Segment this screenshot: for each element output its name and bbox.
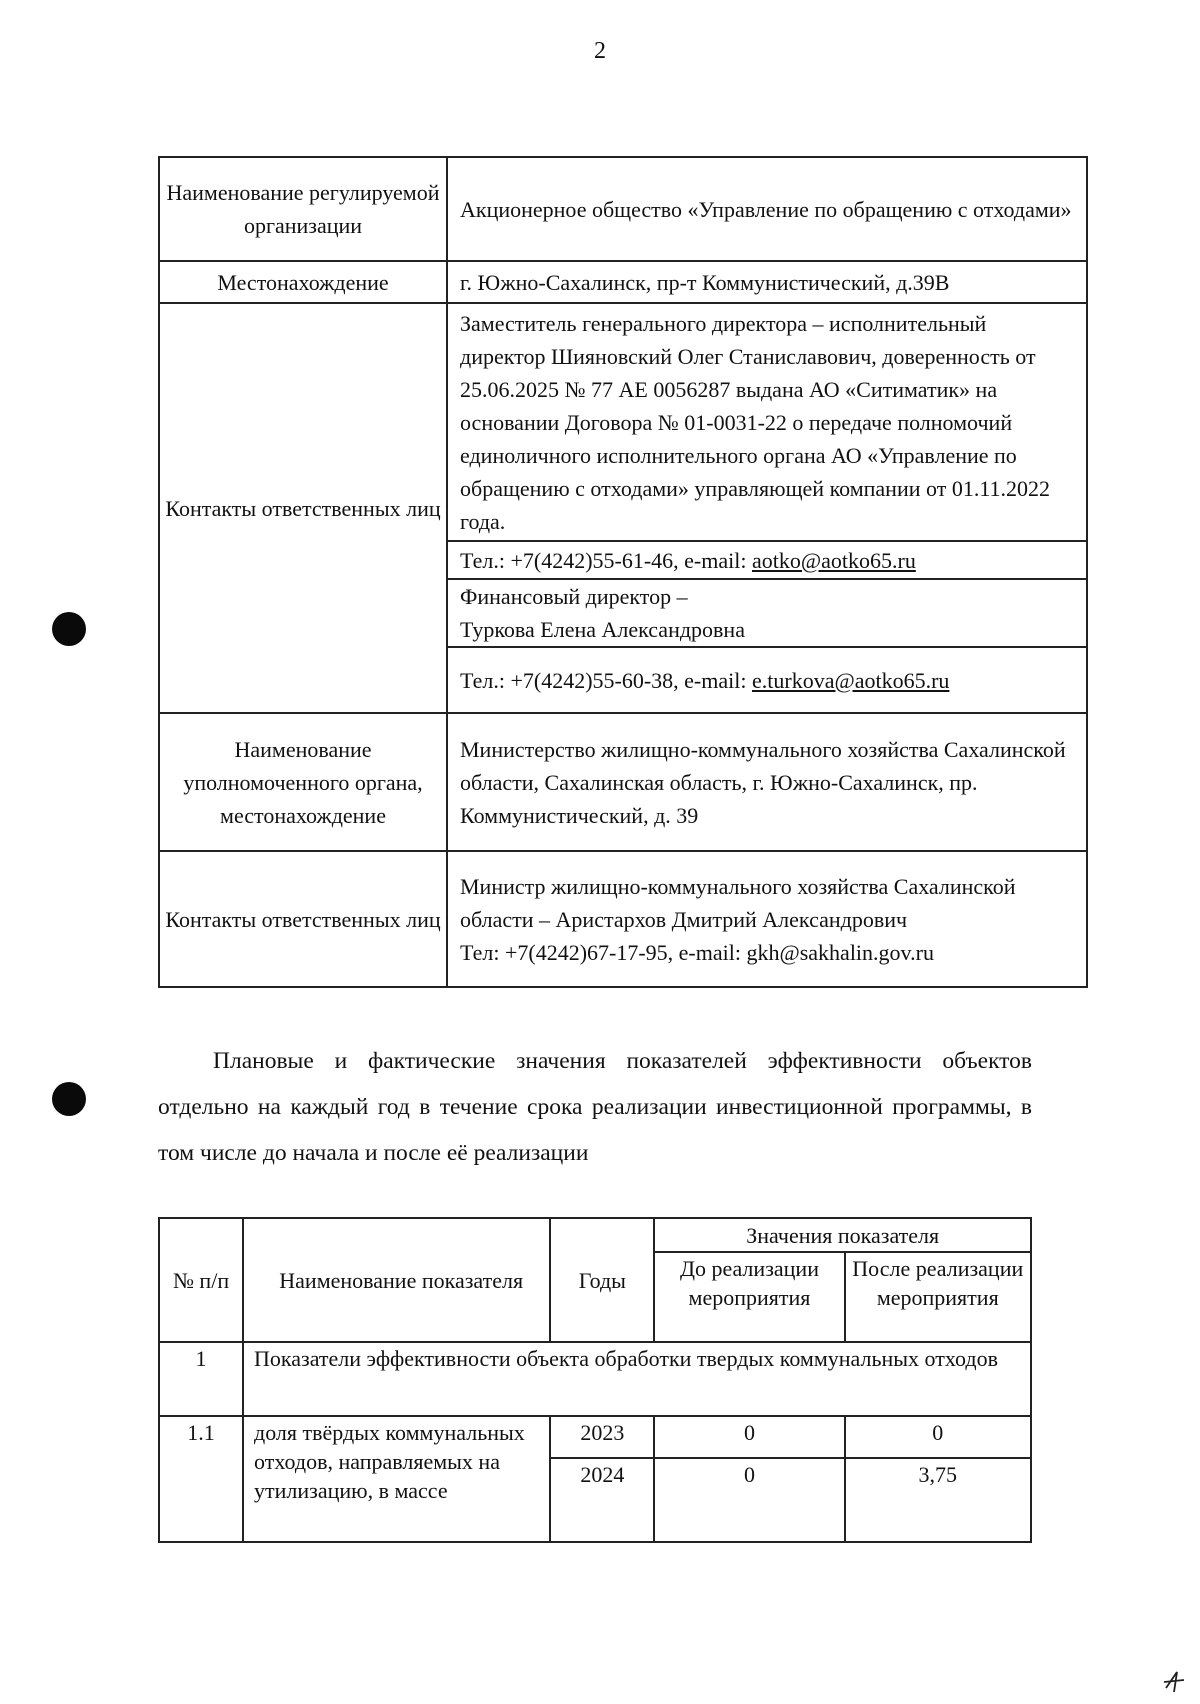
section-num: 1	[159, 1342, 243, 1416]
punch-hole	[52, 1082, 86, 1116]
contact-1-email-link[interactable]: aotko@aotko65.ru	[751, 547, 916, 573]
before-2023: 0	[654, 1416, 844, 1458]
header-after: После реализации мероприятия	[845, 1252, 1031, 1342]
contact-2-name: Туркова Елена Александровна	[460, 617, 745, 642]
contact-2-phone-cell	[447, 647, 1087, 713]
authority-contact-phone: Тел: +7(4242)67-17-95, e-mail: gkh@sakhalin.gov.ru	[460, 939, 934, 965]
header-num: № п/п	[159, 1218, 243, 1342]
contact-1-text: Заместитель генерального директора – исполнительный директор Шияновский Олег Станиславович, доверенность от 25.06.2025 № 77 АЕ 0056287 выдана АО «Ситиматик» на основании Договора № 01-0031-22 о передаче полномочий единоличного исполнительного органа АО «Управление по обращению с отходами» управляющей компании от 01.11.2022 года.	[447, 303, 1087, 541]
header-indicator-name: Наименование показателя	[243, 1218, 550, 1342]
authority-value: Министерство жилищно-коммунального хозяйства Сахалинской области, Сахалинская область, г. Южно-Сахалинск, пр. Коммунистический, д. 39	[447, 713, 1087, 851]
contact-2-phone: Тел.: +7(4242)55-60-38, e-mail:	[460, 667, 752, 693]
location-label: Местонахождение	[159, 261, 447, 303]
header-years: Годы	[550, 1218, 654, 1342]
table-row	[159, 851, 1087, 987]
table-row	[159, 261, 1087, 303]
contact-2-email-link[interactable]: e.turkova@aotko65.ru	[751, 667, 950, 693]
table-row	[159, 1342, 1031, 1416]
table-header-row	[159, 1218, 1031, 1252]
indicators-paragraph: Плановые и фактические значения показателей эффективности объектов отдельно на каждый год в течение срока реализации инвестиционной программы, в том числе до начала и после её реализации	[158, 1048, 1032, 1166]
contact-1-phone: Тел.: +7(4242)55-61-46, e-mail:	[460, 547, 752, 573]
indicator-num: 1.1	[159, 1416, 243, 1542]
contact-1-phone-cell	[447, 541, 1087, 579]
year-2024: 2024	[550, 1458, 654, 1542]
table-row	[159, 157, 1087, 261]
contact-2-title: Финансовый директор –	[460, 584, 688, 609]
before-2024: 0	[654, 1458, 844, 1542]
location-value: г. Южно-Сахалинск, пр-т Коммунистический, д.39В	[447, 261, 1087, 303]
section-title: Показатели эффективности объекта обработки твердых коммунальных отходов	[243, 1342, 1031, 1416]
table-row	[159, 1416, 1031, 1458]
page-number: 2	[594, 38, 606, 64]
authority-label: Наименование уполномоченного органа, местонахождение	[159, 713, 447, 851]
handwritten-mark	[1160, 1668, 1188, 1696]
authority-contacts-cell	[447, 851, 1087, 987]
header-values: Значения показателя	[654, 1218, 1031, 1252]
authority-contact-person: Министр жилищно-коммунального хозяйства Сахалинской области – Аристархов Дмитрий Александрович	[460, 873, 1016, 932]
indicator-name: доля твёрдых коммунальных отходов, направляемых на утилизацию, в массе	[243, 1416, 550, 1542]
org-name-label: Наименование регулируемой организации	[159, 157, 447, 261]
contact-2-cell	[447, 579, 1087, 647]
table-row	[159, 713, 1087, 851]
contacts-label: Контакты ответственных лиц	[159, 303, 447, 713]
header-before: До реализации мероприятия	[654, 1252, 844, 1342]
after-2023: 0	[845, 1416, 1031, 1458]
punch-hole	[52, 612, 86, 646]
authority-contacts-label: Контакты ответственных лиц	[159, 851, 447, 987]
indicators-table	[158, 1217, 1032, 1543]
table-row	[159, 303, 1087, 541]
organization-info-table	[158, 156, 1088, 988]
after-2024: 3,75	[845, 1458, 1031, 1542]
year-2023: 2023	[550, 1416, 654, 1458]
org-name-value: Акционерное общество «Управление по обращению с отходами»	[447, 157, 1087, 261]
